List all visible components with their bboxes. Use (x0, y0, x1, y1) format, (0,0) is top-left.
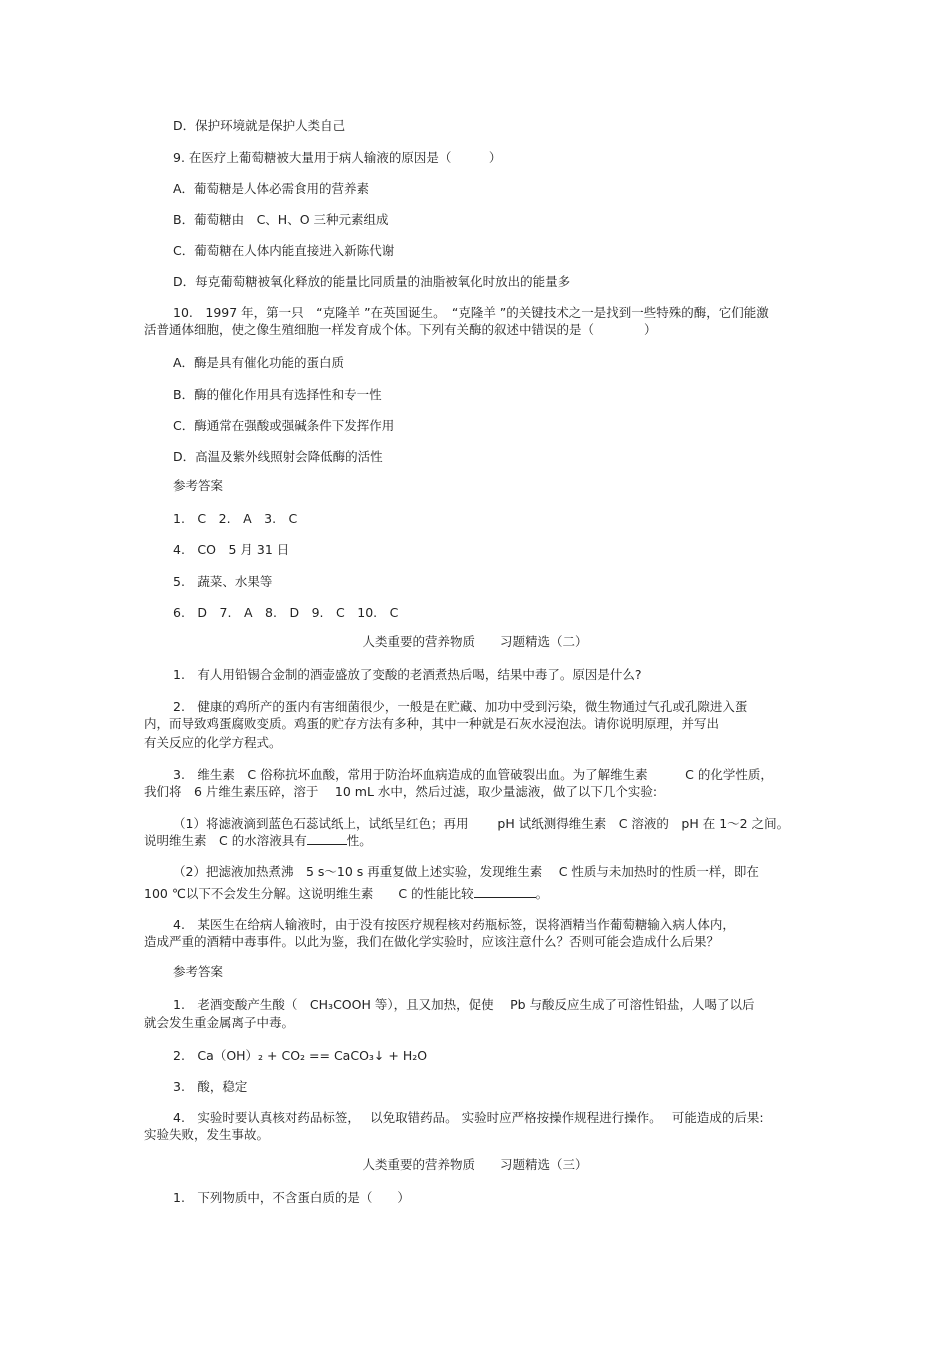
s2-q4-line2: 造成严重的酒精中毒事件。以此为鉴，我们在做化学实验时，应该注意什么？否则可能会造成什么后果？ (144, 934, 720, 949)
q10-option-d: D．高温及紫外线照射会降低酶的活性 (173, 449, 383, 464)
answer-line: 4. CO 5 月 31 日 (173, 542, 290, 557)
s2-q4-line1: 4. 某医生在给病人输液时，由于没有按医疗规程核对药瓶标签，误将酒精当作葡萄糖输入病人体内， (173, 917, 735, 932)
s2-q3-part2-suffix: 。 (535, 886, 549, 901)
s2-q3-part1-line2 (144, 832, 372, 849)
answer-line: 5. 蔬菜、水果等 (173, 574, 273, 589)
q10-stem-line1: 10. 1997 年，第一只 “克隆羊 ”在英国诞生。 “克隆羊 ”的关键技术之一是找到一些特殊的酶，它们能激 (173, 305, 769, 320)
q9-option-a: A．葡萄糖是人体必需食用的营养素 (173, 181, 370, 196)
s2-q2-line3: 有关反应的化学方程式。 (144, 735, 282, 750)
s3-q1: 1. 下列物质中，不含蛋白质的是（ ） (173, 1190, 410, 1205)
s2-q3-line2: 我们将 6 片维生素压碎，溶于 10 mL 水中，然后过滤，取少量滤液，做了以下几个实验: (144, 784, 658, 799)
s2-q3-line1: 3. 维生素 C 俗称抗坏血酸，常用于防治坏血病造成的血管破裂出血。为了解维生素 C 的化学性质， (173, 767, 773, 782)
q9-stem: 9. 在医疗上葡萄糖被大量用于病人输液的原因是（ ） (173, 150, 502, 165)
s2-q3-part2-line2 (144, 885, 548, 902)
q10-option-c: C．酶通常在强酸或强碱条件下发挥作用 (173, 418, 395, 433)
s2-q3-part2-line1: （2）把滤液加热煮沸 5 s～10 s 再重复做上述实验，发现维生素 C 性质与未加热时的性质一样，即在 (173, 864, 759, 879)
q9-option-c: C．葡萄糖在人体内能直接进入新陈代谢 (173, 243, 395, 258)
s2-q3-part1-line1: （1）将滤液滴到蓝色石蕊试纸上，试纸呈红色；再用 pH 试纸测得维生素 C 溶液的 pH 在 1～2 之间。 (173, 816, 790, 831)
s2-answer1-line1: 1. 老酒变酸产生酸（ CH₃COOH 等），且又加热，促使 Pb 与酸反应生成了可溶性铅盐，人喝了以后 (173, 997, 755, 1012)
s2-q2-line2: 内，而导致鸡蛋腐败变质。鸡蛋的贮存方法有多种，其中一种就是石灰水浸泡法。请你说明原理，并写出 (144, 716, 720, 731)
answers-heading-2: 参考答案 (173, 964, 224, 979)
q10-option-b: B．酶的催化作用具有选择性和专一性 (173, 387, 382, 402)
s2-q3-part1-suffix: 性。 (346, 833, 372, 848)
answer-blank (474, 885, 536, 898)
q10-stem-line2: 活普通体细胞，使之像生殖细胞一样发育成个体。下列有关酶的叙述中错误的是（ ） (144, 322, 657, 337)
s2-answer3: 3. 酸，稳定 (173, 1079, 248, 1094)
section-title-3: 人类重要的营养物质 习题精选（三） (362, 1157, 588, 1172)
s2-answer4-line2: 实验失败，发生事故。 (144, 1127, 270, 1142)
s2-answer1-line2: 就会发生重金属离子中毒。 (144, 1015, 295, 1030)
q9-option-d: D．每克葡萄糖被氧化释放的能量比同质量的油脂被氧化时放出的能量多 (173, 274, 571, 289)
s2-answer2: 2. Ca（OH）₂ + CO₂ == CaCO₃↓ + H₂O (173, 1048, 428, 1063)
s2-q1: 1. 有人用铅锡合金制的酒壶盛放了变酸的老酒煮热后喝，结果中毒了。原因是什么? (173, 667, 642, 682)
answers-heading-1: 参考答案 (173, 478, 224, 493)
q9-option-b: B．葡萄糖由 C、H、O 三种元素组成 (173, 212, 389, 227)
s2-answer4-line1: 4. 实验时要认真核对药品标签， 以免取错药品。 实验时应严格按操作规程进行操作。 可能造成的后果: (173, 1110, 764, 1125)
answer-blank (307, 832, 347, 845)
q8-option-d: D．保护环境就是保护人类自己 (173, 118, 346, 133)
section-title-2: 人类重要的营养物质 习题精选（二） (362, 634, 588, 649)
answer-line: 1. C 2. A 3. C (173, 511, 298, 526)
s2-q3-part1-text: 说明维生素 C 的水溶液具有 (144, 833, 307, 848)
s2-q3-part2-text: 100 ℃以下不会发生分解。这说明维生素 C 的性能比较 (144, 886, 474, 901)
q10-option-a: A．酶是具有催化功能的蛋白质 (173, 355, 345, 370)
answer-line: 6. D 7. A 8. D 9. C 10. C (173, 605, 399, 620)
s2-q2-line1: 2. 健康的鸡所产的蛋内有害细菌很少，一般是在贮藏、加功中受到污染，微生物通过气孔或孔隙进入蛋 (173, 699, 748, 714)
